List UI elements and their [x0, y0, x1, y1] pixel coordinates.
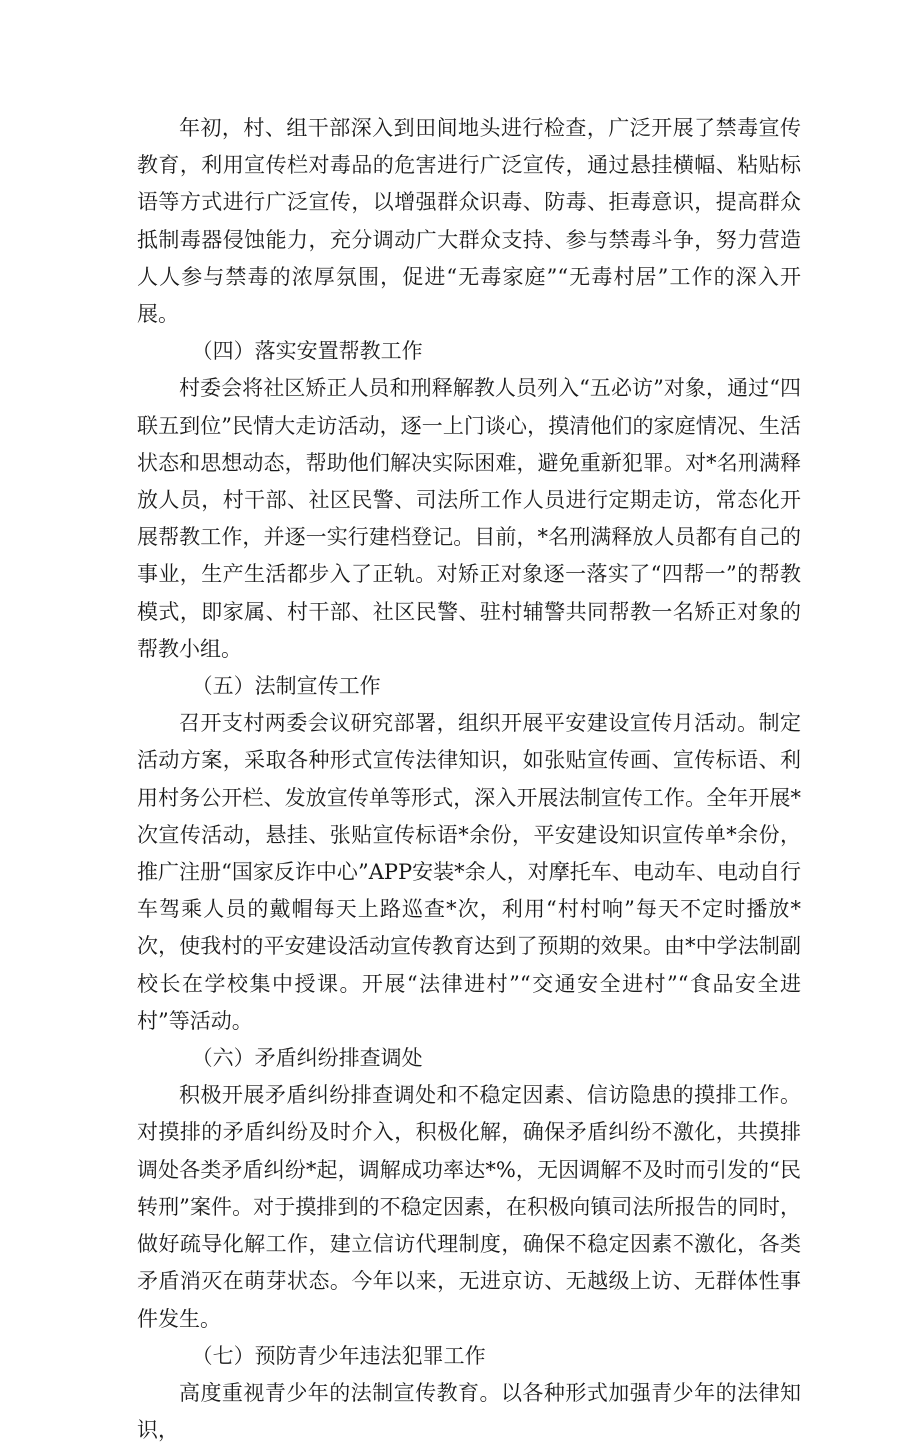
paragraph-resettlement: 村委会将社区矫正人员和刑释解教人员列入“五必访”对象，通过“四联五到位”民情大走访活动，逐一上门谈心，摸清他们的家庭情况、生活状态和思想动态，帮助他们解决实际困难，避免重新犯罪。对*名刑满释放人员，村干部、社区民警、司法所工作人员进行定期走访，常态化开展帮教工作，并逐一实行建档登记。目前，*名刑满释放人员都有自己的事业，生产生活都步入了正轨。对矫正对象逐一落实了“四帮一”的帮教模式，即家属、村干部、社区民警、驻村辅警共同帮教一名矫正对象的帮教小组。 — [137, 376, 801, 661]
section-heading-legal-publicity: （五）法制宣传工作 — [191, 674, 381, 699]
section-heading-resettlement: （四）落实安置帮教工作 — [191, 339, 423, 364]
paragraph-dispute-mediation: 积极开展矛盾纠纷排查调处和不稳定因素、信访隐患的摸排工作。对摸排的矛盾纠纷及时介入，积极化解，确保矛盾纠纷不激化，共摸排调处各类矛盾纠纷*起，调解成功率达*%，无因调解不及时而引发的“民转刑”案件。对于摸排到的不稳定因素，在积极向镇司法所报告的同时，做好疏导化解工作，建立信访代理制度，确保不稳定因素不激化，各类矛盾消灭在萌芽状态。今年以来，无进京访、无越级上访、无群体性事件发生。 — [137, 1083, 801, 1331]
paragraph-legal-publicity: 召开支村两委会议研究部署，组织开展平安建设宣传月活动。制定活动方案，采取各种形式宣传法律知识，如张贴宣传画、宣传标语、利用村务公开栏、发放宣传单等形式，深入开展法制宣传工作。全年开展*次宣传活动，悬挂、张贴宣传标语*余份，平安建设知识宣传单*余份，推广注册“国家反诈中心”APP安装*余人，对摩托车、电动车、电动自行车驾乘人员的戴帽每天上路巡查*次，利用“村村响”每天不定时播放*次，使我村的平安建设活动宣传教育达到了预期的效果。由*中学法制副校长在学校集中授课。开展“法律进村”“交通安全进村”“食品安全进村”等活动。 — [137, 711, 801, 1033]
section-heading-youth-crime-prevention: （七）预防青少年违法犯罪工作 — [191, 1343, 486, 1368]
section-heading-dispute-mediation: （六）矛盾纠纷排查调处 — [191, 1046, 423, 1071]
paragraph-youth-crime-prevention: 高度重视青少年的法制宣传教育。以各种形式加强青少年的法律知识， — [137, 1380, 801, 1443]
document-body — [137, 110, 801, 1449]
paragraph-antidrug-publicity: 年初，村、组干部深入到田间地头进行检查，广泛开展了禁毒宣传教育，利用宣传栏对毒品的危害进行广泛宣传，通过悬挂横幅、粘贴标语等方式进行广泛宣传，以增强群众识毒、防毒、拒毒意识，提高群众抵制毒器侵蚀能力，充分调动广大群众支持、参与禁毒斗争，努力营造人人参与禁毒的浓厚氛围，促进“无毒家庭”“无毒村居”工作的深入开展。 — [137, 116, 801, 327]
